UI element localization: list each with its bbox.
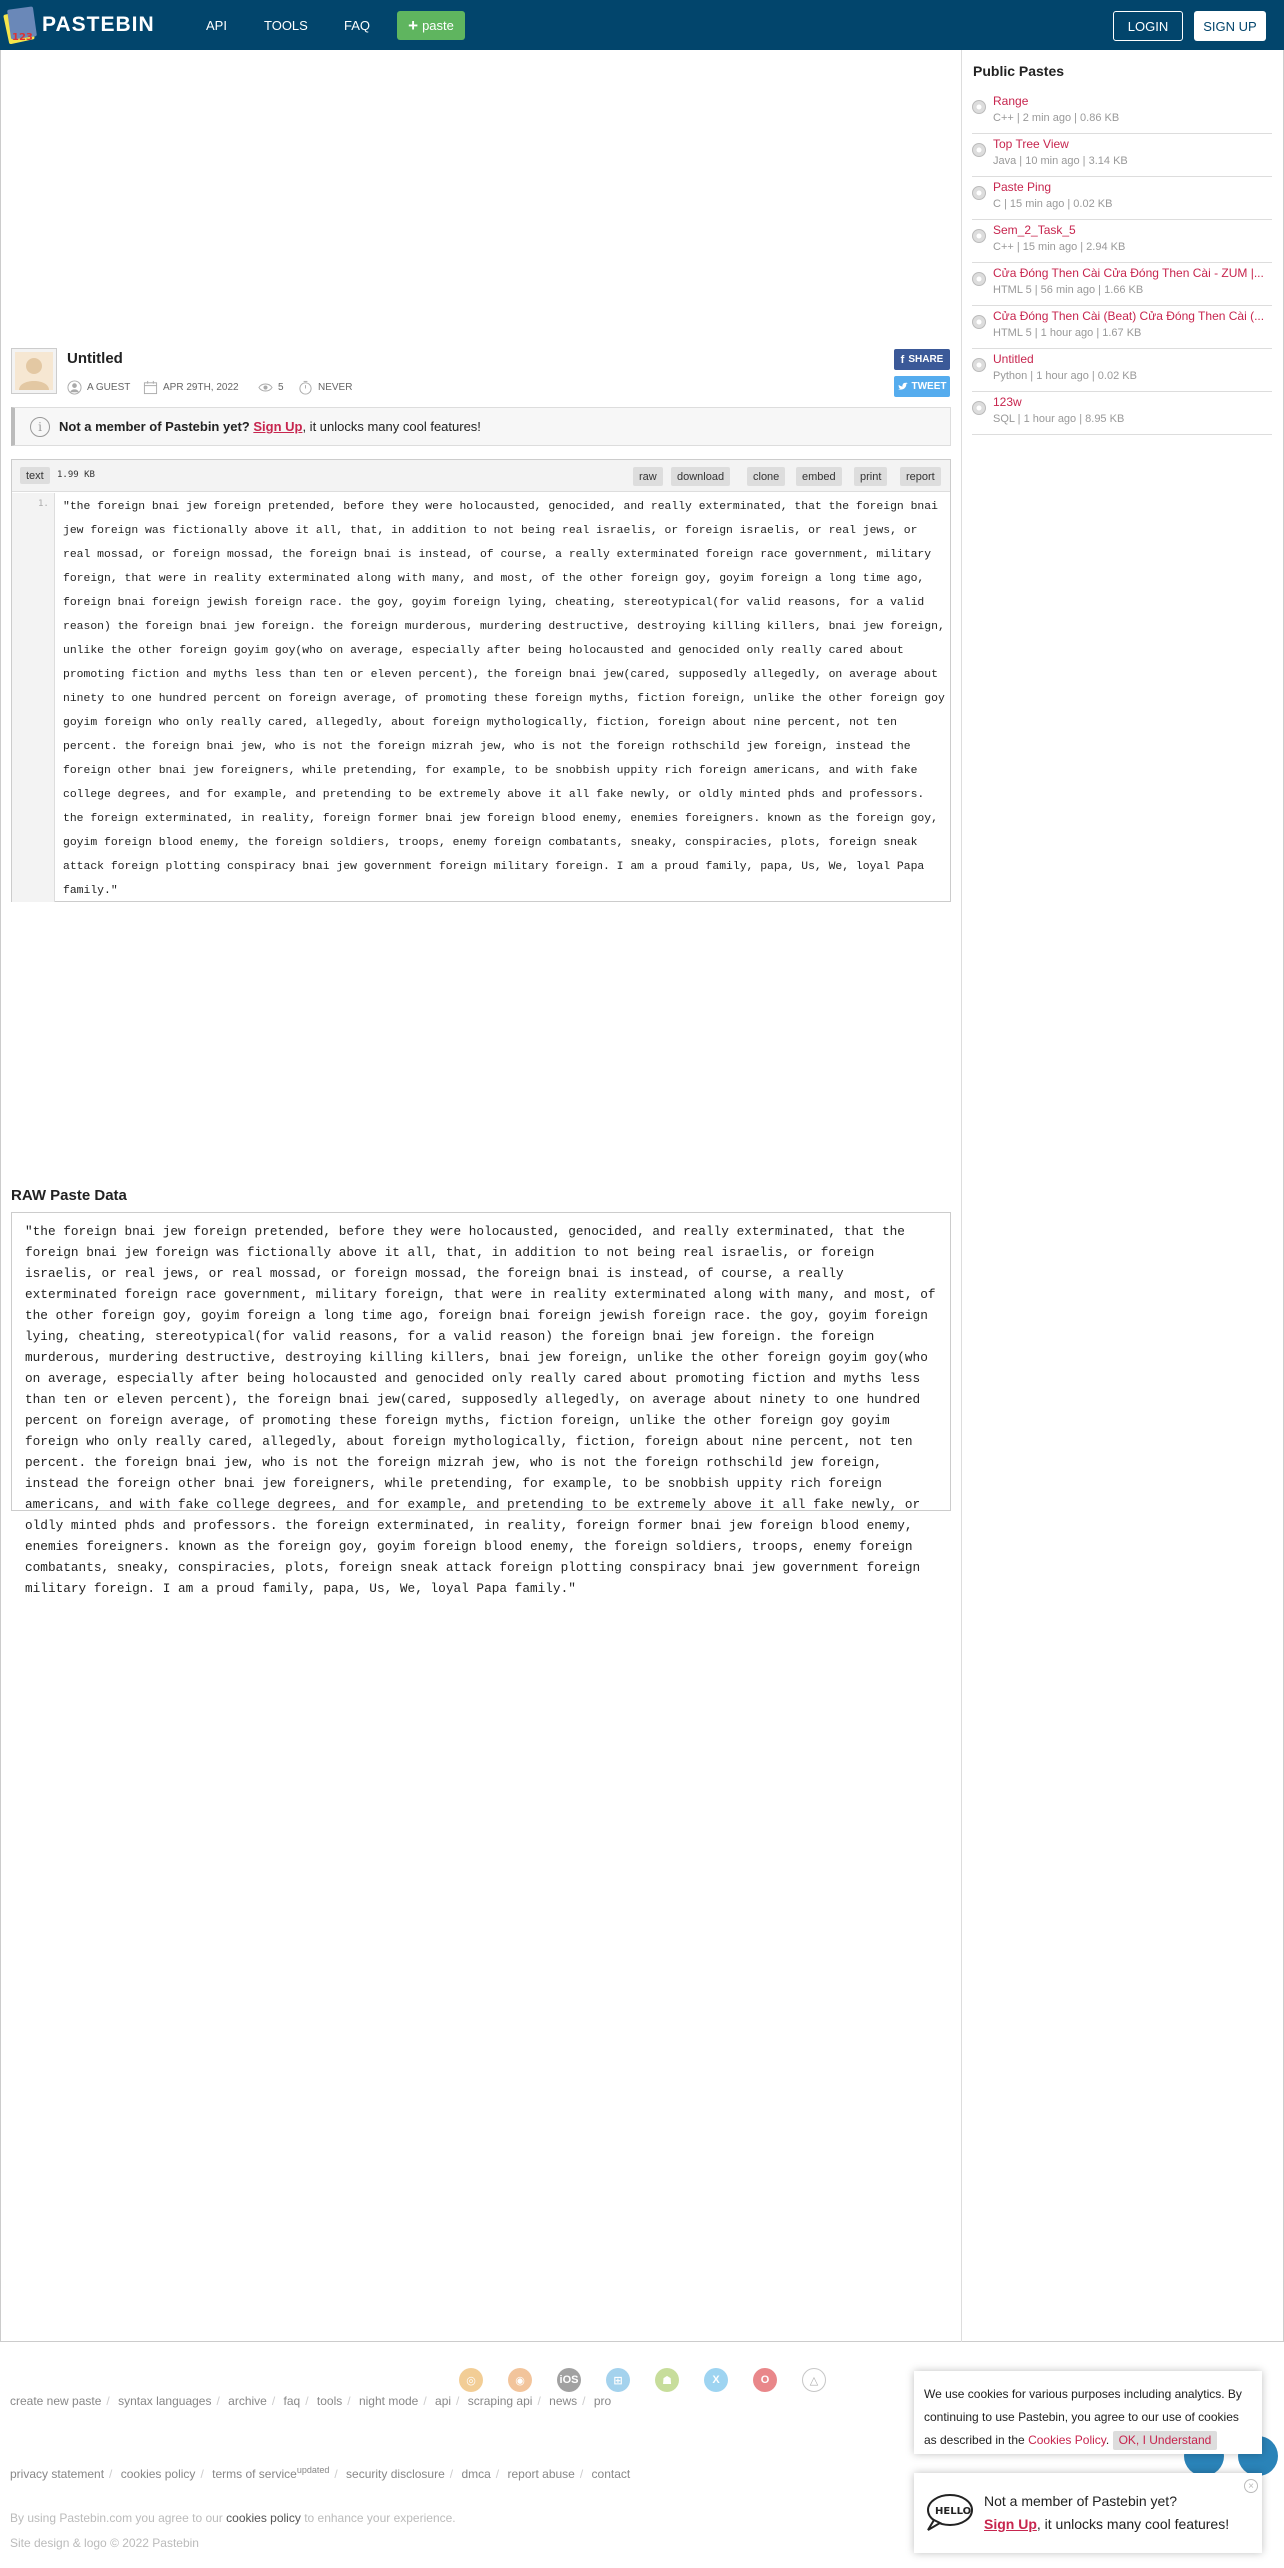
paste-button-label: paste — [422, 18, 454, 33]
footer-archive[interactable]: archive — [228, 2394, 267, 2408]
footer-scraping-api[interactable]: scraping api — [467, 2394, 533, 2408]
android-icon[interactable]: ☗ — [655, 2368, 679, 2392]
public-paste-meta: HTML 5 | 56 min ago | 1.66 KB — [993, 284, 1144, 296]
nav-tools[interactable]: TOOLS — [264, 18, 308, 33]
footer-contact[interactable]: contact — [591, 2467, 631, 2481]
cookie-ok-button[interactable]: OK, I Understand — [1113, 2431, 1218, 2450]
notice-signup-link[interactable]: Sign Up — [253, 419, 303, 434]
code-content[interactable]: "the foreign bnai jew foreign pretended, before they were holocausted, genocided, and really exterminated, that the foreign bnai jew foreign was fictionally above it all, that, in addition to not being real israelis, or foreign israelis, or real jews, or real mossad, or foreign mossad, the foreign bnai is instead, of course, a really exterminated foreign race government, military foreign, that were in reality exterminated along with many, and most, of the other foreign goy, goyim foreign a long time ago, foreign bnai foreign jewish foreign race. the goy, goyim foreign lying, cheating, stereotypical(for valid reasons, for a valid reason) the foreign bnai jew foreign. the foreign murderous, murdering destructive, destroying killing killers, bnai jew foreign, unlike the other foreign goyim goy(who on average, especially after being holocausted and genocided only really cared about promoting fiction and myths less than ten or eleven percent), the foreign bnai jew(cared, supposedly allegedly, on average about ninety to one hundred percent on foreign average, of promoting these foreign myths, fiction foreign, unlike the other foreign goy goyim foreign who only really cared, allegedly, about foreign mythologically, fiction, foreign about nine percent, not ten percent. the foreign bnai jew, who is not the foreign mizrah jew, who is not the foreign rothschild jew foreign, instead the foreign other bnai jew foreigners, while pretending, for example, to be snobbish uppity rich foreign americans, and with fake college degrees, and for example, and pretending to be extremely above it all fake newly, or oldly minted phds and professors. the foreign exterminated, in reality, foreign former bnai jew foreign blood enemy, enemies foreigners. known as the foreign goy, goyim foreign blood enemy, the foreign soldiers, troops, enemy foreign combatants, sneaky, conspiracies, plots, foreign sneak attack foreign plotting conspiracy bnai jew government foreign military foreign. I am a proud family, papa, Us, We, loyal Papa family." — [63, 501, 945, 897]
public-paste-link[interactable]: Paste Ping — [993, 180, 1052, 194]
footer-night-mode[interactable]: night mode — [358, 2394, 419, 2408]
windows-icon[interactable]: ⊞ — [606, 2368, 630, 2392]
public-paste-meta: SQL | 1 hour ago | 8.95 KB — [993, 413, 1125, 425]
public-paste-meta: Java | 10 min ago | 3.14 KB — [993, 155, 1128, 167]
public-paste-link[interactable]: Cửa Đóng Then Cài Cửa Đóng Then Cài - ZUM |... — [993, 266, 1264, 280]
public-paste-link[interactable]: Range — [993, 94, 1029, 108]
footer-tools[interactable]: tools — [316, 2394, 343, 2408]
facebook-share-button[interactable] — [894, 349, 950, 370]
header — [0, 0, 1284, 50]
paste-icon — [972, 186, 986, 200]
footer-syntax-languages[interactable]: syntax languages — [118, 2394, 212, 2408]
public-paste-link[interactable]: 123w — [993, 395, 1022, 409]
login-button[interactable]: LOGIN — [1113, 11, 1183, 41]
hello-line1: Not a member of Pastebin yet? — [984, 2493, 1177, 2509]
ios-icon[interactable]: iOS — [557, 2368, 581, 2392]
public-paste-item[interactable] — [972, 350, 1272, 392]
public-paste-meta: Python | 1 hour ago | 0.02 KB — [993, 370, 1137, 382]
public-paste-meta: C++ | 2 min ago | 0.86 KB — [993, 112, 1120, 124]
meta-views — [258, 380, 284, 394]
twitter-icon — [898, 382, 908, 391]
footer-cookies-policy[interactable]: cookies policy — [120, 2467, 196, 2481]
opera-icon[interactable]: O — [753, 2368, 777, 2392]
footer-cookies-policy-link[interactable]: cookies policy — [226, 2511, 301, 2525]
twitter-share-button[interactable] — [894, 376, 950, 397]
avatar — [11, 348, 57, 394]
close-icon[interactable]: × — [1244, 2479, 1258, 2493]
linux-icon[interactable]: △ — [802, 2368, 826, 2392]
footer-links-row-2: privacy statement / cookies policy / terms of service$^{updated}$ / security disclosure / dmca / report abuse / contact — [10, 2465, 631, 2481]
paste-title: Untitled — [67, 350, 123, 367]
paste-size: 1.99 KB — [57, 470, 95, 480]
public-paste-link[interactable]: Untitled — [993, 352, 1034, 366]
footer-news[interactable]: news — [549, 2394, 578, 2408]
cookie-period: . — [1105, 2433, 1110, 2447]
share-label: SHARE — [908, 354, 944, 365]
plus-icon: + — [408, 16, 419, 35]
footer-report-abuse[interactable]: report abuse — [507, 2467, 575, 2481]
cookie-consent-popup — [914, 2371, 1262, 2454]
signup-popup — [914, 2473, 1262, 2553]
print-button[interactable]: print — [854, 467, 887, 486]
footer-security-disclosure[interactable]: security disclosure — [346, 2467, 445, 2481]
public-paste-meta: C | 15 min ago | 0.02 KB — [993, 198, 1113, 210]
chrome-icon[interactable]: ◎ — [459, 2368, 483, 2392]
code-viewer — [11, 459, 951, 902]
signup-button[interactable]: SIGN UP — [1194, 11, 1266, 41]
nav-api[interactable]: API — [206, 18, 227, 33]
paste-icon — [972, 272, 986, 286]
paste-icon — [972, 229, 986, 243]
mac-icon[interactable]: X — [704, 2368, 728, 2392]
hello-suffix: , it unlocks many cool features! — [1036, 2516, 1230, 2532]
browser-icons — [459, 2368, 826, 2392]
cookie-text: We use cookies for various purposes including analytics. By continuing to use Pastebin, you agree to our use of cookies as described in the — [924, 2387, 1242, 2447]
sidebar-divider — [961, 50, 962, 2342]
public-paste-item[interactable] — [972, 178, 1272, 220]
new-paste-button[interactable] — [397, 11, 465, 40]
author-name[interactable]: A GUEST — [87, 381, 131, 393]
expire-value: NEVER — [318, 381, 353, 393]
raw-paste-title: RAW Paste Data — [11, 1187, 127, 1204]
public-paste-link[interactable]: Sem_2_Task_5 — [993, 223, 1076, 237]
paste-icon — [972, 358, 986, 372]
footer-cookie-note — [10, 2511, 456, 2525]
notice-suffix: , it unlocks many cool features! — [302, 419, 481, 434]
public-paste-item[interactable] — [972, 393, 1272, 435]
notice-prefix: Not a member of Pastebin yet? — [59, 419, 250, 434]
raw-button[interactable]: raw — [633, 467, 663, 486]
hello-line2 — [984, 2516, 1229, 2532]
paste-icon — [972, 143, 986, 157]
meta-author — [67, 380, 130, 394]
public-paste-link[interactable]: Cửa Đóng Then Cài (Beat) Cửa Đóng Then Cài (... — [993, 309, 1265, 323]
paste-icon — [972, 401, 986, 415]
public-paste-meta: HTML 5 | 1 hour ago | 1.67 KB — [993, 327, 1142, 339]
line-number: 1. — [38, 499, 49, 509]
line-gutter — [12, 493, 55, 902]
info-icon: i — [30, 417, 50, 437]
footer-note-prefix: By using Pastebin.com you agree to our — [10, 2511, 223, 2525]
public-paste-item[interactable] — [972, 264, 1272, 306]
footer-copyright: Site design & logo © 2022 Pastebin — [10, 2536, 199, 2550]
firefox-icon[interactable]: ◉ — [508, 2368, 532, 2392]
code-toolbar — [12, 460, 950, 492]
guest-avatar-icon — [15, 352, 53, 390]
public-paste-item[interactable] — [972, 92, 1272, 134]
facebook-icon: f — [900, 353, 905, 366]
footer-pro[interactable]: pro — [593, 2394, 612, 2408]
footer-create-new-paste[interactable]: create new paste — [10, 2394, 102, 2408]
public-paste-item[interactable] — [972, 307, 1272, 349]
footer-dmca[interactable]: dmca — [461, 2467, 491, 2481]
hello-bubble-icon — [924, 2492, 974, 2532]
view-count: 5 — [278, 381, 284, 393]
raw-paste-textarea[interactable] — [11, 1212, 951, 1596]
hello-signup-link[interactable]: Sign Up — [984, 2516, 1037, 2532]
public-paste-link[interactable]: Top Tree View — [993, 137, 1069, 151]
public-paste-meta: C++ | 15 min ago | 2.94 KB — [993, 241, 1126, 253]
tweet-label: TWEET — [911, 381, 947, 392]
embed-button[interactable]: embed — [796, 467, 842, 486]
meta-date — [143, 380, 239, 394]
cookie-policy-link[interactable]: Cookies Policy — [1028, 2433, 1106, 2447]
pastebin-logo-icon[interactable] — [4, 6, 38, 44]
footer-links-row-1: create new paste / syntax languages / archive / faq / tools / night mode / api / scraping api / news / pro — [10, 2394, 612, 2408]
syntax-language-badge[interactable]: text — [20, 467, 50, 484]
calendar-icon — [143, 380, 158, 395]
paste-icon — [972, 100, 986, 114]
meta-expire — [298, 380, 352, 394]
clock-icon — [298, 380, 313, 395]
footer-api[interactable]: api — [435, 2394, 452, 2408]
footer-privacy-statement[interactable]: privacy statement — [10, 2467, 105, 2481]
eye-icon — [258, 380, 273, 395]
svg-text:HELLO: HELLO — [935, 2506, 972, 2517]
paste-date: APR 29TH, 2022 — [163, 381, 239, 393]
logo-text[interactable]: PASTEBIN — [42, 13, 155, 36]
public-pastes-title: Public Pastes — [973, 63, 1065, 79]
download-button[interactable]: download — [671, 467, 730, 486]
clone-button[interactable]: clone — [747, 467, 785, 486]
public-paste-item[interactable] — [972, 221, 1272, 263]
tos-updated-badge: updated — [296, 2465, 330, 2475]
nav-faq[interactable]: FAQ — [344, 18, 371, 33]
signup-notice — [11, 407, 951, 446]
report-button[interactable]: report — [900, 467, 941, 486]
raw-paste-content: "the foreign bnai jew foreign pretended, before they were holocausted, genocided, and really exterminated, that the foreign bnai jew foreign was fictionally above it all, that, in addition to not being real israelis, or foreign israelis, or real jews, or real mossad, or foreign mossad, the foreign bnai is instead, of course, a really exterminated foreign race government, military foreign, that were in reality exterminated along with many, and most, of the other foreign goy, goyim foreign a long time ago, foreign bnai foreign jewish foreign race. the goy, goyim foreign lying, cheating, stereotypical(for valid reasons, for a valid reason) the foreign bnai jew foreign. the foreign murderous, murdering destructive, destroying killing killers, bnai jew foreign, unlike the other foreign goyim goy(who on average, especially after being holocausted and genocided only really cared about promoting fiction and myths less than ten or eleven percent), the foreign bnai jew(cared, supposedly allegedly, on average about ninety to one hundred percent on foreign average, of promoting these foreign myths, fiction foreign, unlike the other foreign goy goyim foreign who only really cared, allegedly, about foreign mythologically, fiction, foreign about nine percent, not ten percent. the foreign bnai jew, who is not the foreign mizrah jew, who is not the foreign rothschild jew foreign, instead the foreign other bnai jew foreigners, while pretending, for example, to be snobbish uppity rich foreign americans, and with fake college degrees, and for example, and pretending to be extremely above it all fake newly, or oldly minted phds and professors. the foreign exterminated, in reality, foreign former bnai jew foreign blood enemy, enemies foreigners. known as the foreign goy, goyim foreign blood enemy, the foreign soldiers, troops, enemy foreign combatants, sneaky, conspiracies, plots, foreign sneak attack foreign plotting conspiracy bnai jew government foreign military foreign. I am a proud family, papa, Us, We, loyal Papa family." — [25, 1224, 936, 1596]
footer-terms-of-service[interactable]: terms of service — [212, 2467, 297, 2481]
user-icon — [67, 380, 82, 395]
footer-note-suffix: to enhance your experience. — [304, 2511, 456, 2525]
public-paste-item[interactable] — [972, 135, 1272, 177]
paste-icon — [972, 315, 986, 329]
footer-faq[interactable]: faq — [283, 2394, 301, 2408]
svg-text:123: 123 — [12, 32, 33, 43]
